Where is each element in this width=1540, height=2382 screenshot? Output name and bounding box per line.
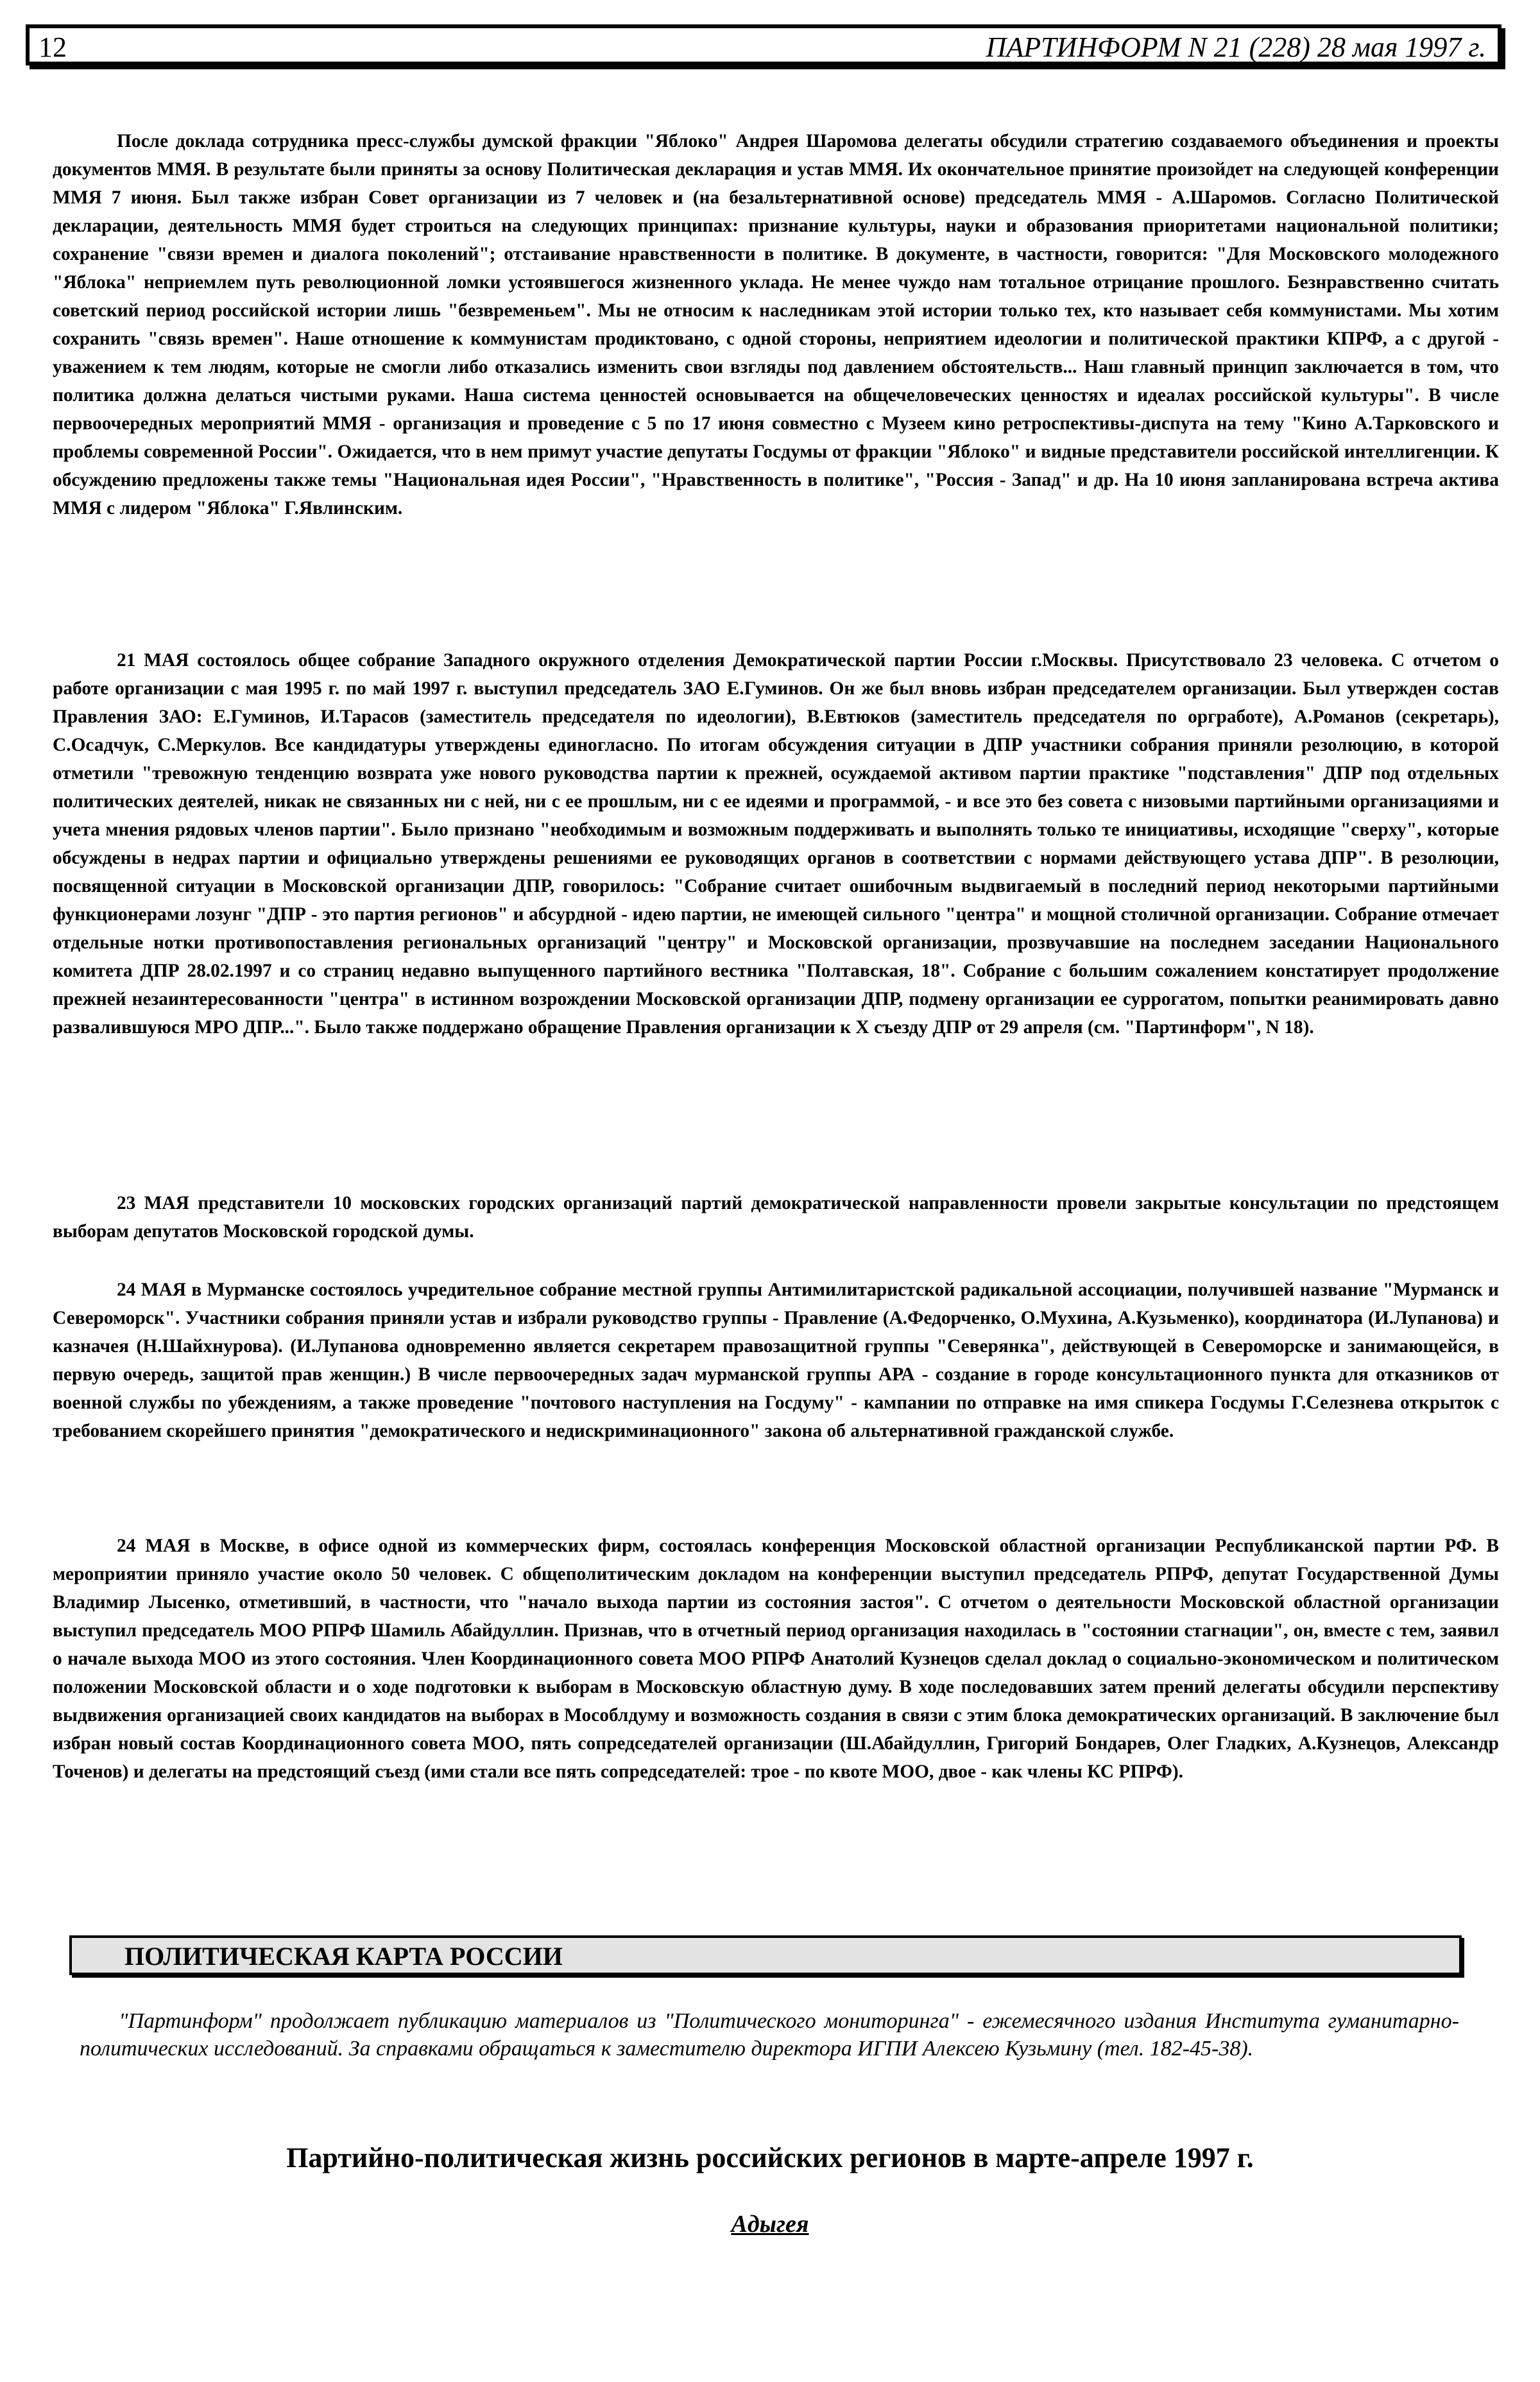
region-heading: Адыгея: [731, 2211, 809, 2238]
issue-info: ПАРТИНФОРМ N 21 (228) 28 мая 1997 г.: [986, 31, 1486, 63]
page-number: 12: [38, 31, 67, 63]
article-paragraph: 21 МАЯ состоялось общее собрание Западного окружного отделения Демократической партии России г.Москвы. Присутствовало 23 человека. С отчетом о работе организации с мая 1995 г. по май 1997 г. выступил председатель ЗАО Е.Гуминов. Он же был вновь избран председателем организации. Был утвержден состав Правления ЗАО: Е.Гуминов, И.Тарасов (заместитель председателя по идеологии), В.Евтюков (заместитель председателя по оргработе), А.Романов (секретарь), С.Осадчук, С.Меркулов. Все кандидатуры утверждены единогласно. По итогам обсуждения ситуации в ДПР участники собрания приняли резолюцию, в которой отметили "тревожную тенденцию возврата уже нового руководства партии к прежней, осуждаемой активом партии практике "подставления" ДПР под отдельных политических деятелей, никак не связанных ни с ней, ни с ее прошлым, ни с ее идеями и программой, - и все это без совета с низовыми партийными организациями и учета мнения рядовых членов партии". Было признано "необходимым и возможным поддерживать и выполнять только те инициативы, исходящие "сверху", которые обсуждены в недрах партии и официально утверждены решениями ее руководящих органов в соответствии с нормами действующего устава ДПР". В резолюции, посвященной ситуации в Московской организации ДПР, говорилось: "Собрание считает ошибочным выдвигаемый в последний период некоторыми партийными функционерами лозунг "ДПР - это партия регионов" и абсурдной - идею партии, не имеющей сильного "центра" и мощной столичной организации. Собрание отмечает отдельные нотки противопоставления региональных организаций "центру" и Московской организации, прозвучавшие на последнем заседании Национального комитета ДПР 28.02.1997 и со страниц недавно выпущенного партийного вестника "Полтавская, 18". Собрание с большим сожалением констатирует продолжение прежней незаинтересованности "центра" в истинном возрождении Московской организации ДПР, подмену организации ее суррогатом, попытки реанимировать давно развалившуюся МРО ДПР...". Было также поддержано обращение Правления организации к X съезду ДПР от 29 апреля (см. "Партинформ", N 18).: [53, 650, 1499, 1038]
report-title: Партийно-политическая жизнь российских регионов в марте-апреле 1997 г.: [286, 2142, 1254, 2173]
section-title: ПОЛИТИЧЕСКАЯ КАРТА РОССИИ: [124, 1942, 563, 1971]
page-header: [26, 24, 1502, 65]
section-banner: [69, 1935, 1462, 1975]
section-intro: "Партинформ" продолжает публикацию материалов из "Политического мониторинга" - ежемесячного издания Института гуманитарно-политических исследований. За справками обращаться к заместителю директора ИГПИ Алексею Кузьмину (тел. 182-45-38).: [80, 2009, 1459, 2061]
article-paragraph: 23 МАЯ представители 10 московских городских организаций партий демократической направленности провели закрытые консультации по предстоящем выборам депутатов Московской городской думы.: [53, 1193, 1499, 1242]
article-paragraph: 24 МАЯ в Мурманске состоялось учредительное собрание местной группы Антимилитаристской радикальной ассоциации, получившей название "Мурманск и Североморск". Участники собрания приняли устав и избрали руководство группы - Правление (А.Федорченко, О.Мухина, А.Кузьменко), координатора (И.Лупанова) и казначея (Н.Шайхнурова). (И.Лупанова одновременно является секретарем правозащитной группы "Северянка", действующей в Североморске и занимающейся, в первую очередь, защитой прав женщин.) В числе первоочередных задач мурманской группы АРА - создание в городе консультационного пункта для отказников от военной службы по убеждениям, а также проведение "почтового наступления на Госдуму" - кампании по отправке на имя спикера Госдумы Г.Селезнева открыток с требованием скорейшего принятия "демократического и недискриминационного" закона об альтернативной гражданской службе.: [53, 1280, 1499, 1441]
article-paragraph: 24 МАЯ в Москве, в офисе одной из коммерческих фирм, состоялась конференция Московской областной организации Республиканской партии РФ. В мероприятии приняло участие около 50 человек. С общеполитическим докладом на конференции выступил председатель РПРФ, депутат Государственной Думы Владимир Лысенко, отметивший, в частности, что "начало выхода партии из состояния застоя". С отчетом о деятельности Московской областной организации выступил председатель МОО РПРФ Шамиль Абайдуллин. Признав, что в отчетный период организация находилась в "состоянии стагнации", он, вместе с тем, заявил о начале выхода МОО из этого состояния. Член Координационного совета МОО РПРФ Анатолий Кузнецов сделал доклад о социально-экономическом и политическом положении Московской области и о ходе подготовки к выборам в Московскую областную думу. В ходе последовавших затем прений делегаты обсудили перспективу выдвижения организацией своих кандидатов на выборах в Мособлдуму и возможность создания в связи с этим блока демократических организаций. В заключение был избран новый состав Координационного совета МОО, пять сопредседателей организации (Ш.Абайдуллин, Григорий Бондарев, Олег Гладких, А.Кузнецов, Александр Точенов) и делегаты на предстоящий съезд (ими стали все пять сопредседателей: трое - по квоте МОО, двое - как члены КС РПРФ).: [53, 1536, 1499, 1782]
article-paragraph: После доклада сотрудника пресс-службы думской фракции "Яблоко" Андрея Шаромова делегаты обсудили стратегию создаваемого объединения и проекты документов ММЯ. В результате были приняты за основу Политическая декларация и устав ММЯ. Их окончательное принятие произойдет на следующей конференции ММЯ 7 июня. Был также избран Совет организации из 7 человек и (на безальтернативной основе) председатель ММЯ - А.Шаромов. Согласно Политической декларации, деятельность ММЯ будет строиться на следующих принципах: признание культуры, науки и образования приоритетами национальной политики; сохранение "связи времен и диалога поколений"; отстаивание нравственности в политике. В документе, в частности, говорится: "Для Московского молодежного "Яблока" неприемлем путь революционной ломки устоявшегося жизненного уклада. Не менее чуждо нам тотальное отрицание прошлого. Безнравственно считать советский период российской истории лишь "безвременьем". Мы не относим к наследникам этой истории только тех, кто называет себя коммунистами. Мы хотим сохранить "связь времен". Наше отношение к коммунистам продиктовано, с одной стороны, неприятием идеологии и политической практики КПРФ, а с другой - уважением к тем людям, которые не смогли либо отказались изменить свои взгляды под давлением обстоятельств... Наш главный принцип заключается в том, что политика должна делаться чистыми руками. Наша система ценностей основывается на общечеловеческих ценностях и идеалах российской культуры". В числе первоочередных мероприятий ММЯ - организация и проведение с 5 по 17 июня совместно с Музеем кино ретроспективы-диспута на тему "Кино А.Тарковского и проблемы современной России". Ожидается, что в нем примут участие депутаты Госдумы от фракции "Яблоко" и видные представители российской интеллигенции. К обсуждению предложены также темы "Национальная идея России", "Нравственность в политике", "Россия - Запад" и др. На 10 июня запланирована встреча актива ММЯ с лидером "Яблока" Г.Явлинским.: [53, 131, 1499, 518]
